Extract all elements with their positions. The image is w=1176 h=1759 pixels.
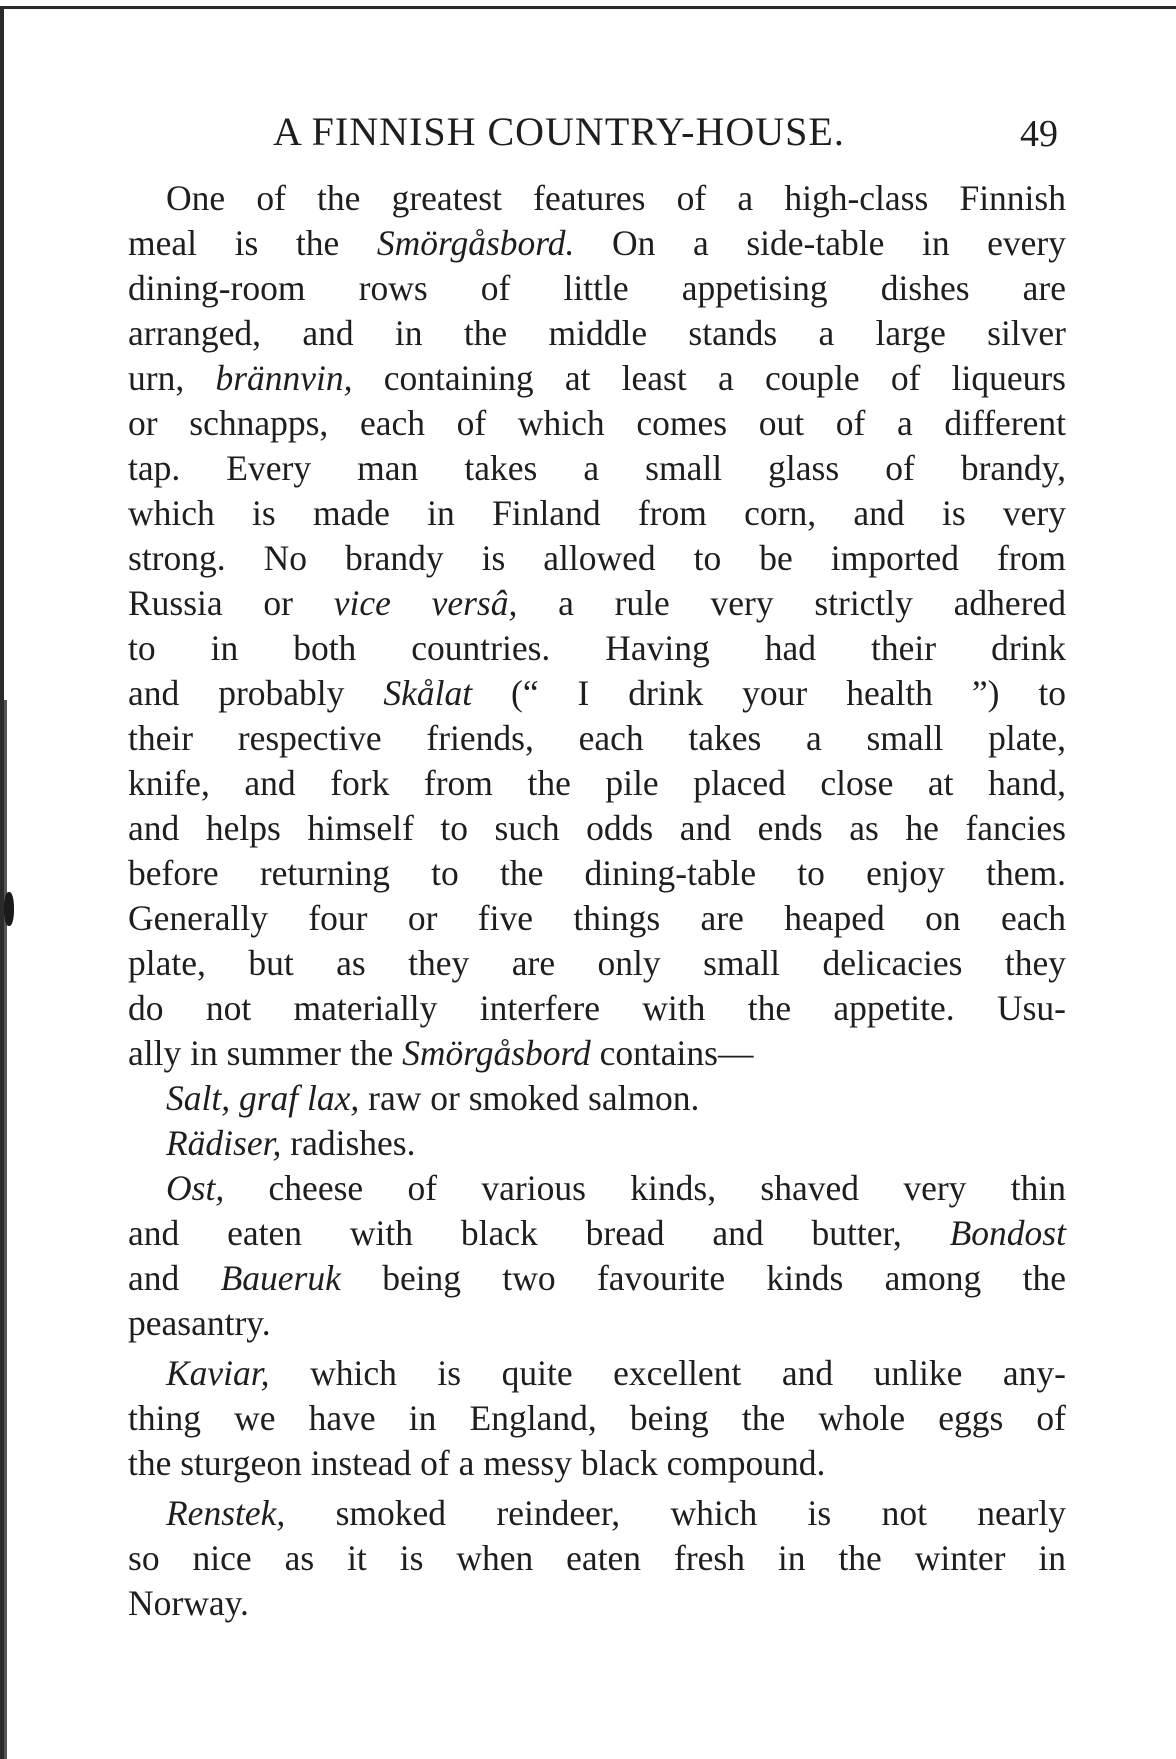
text-line: ally in summer the Smörgåsbord contains— [128, 1033, 754, 1073]
text-line: to in both countries. Having had their drink [128, 628, 1066, 668]
text-line: peasantry. [128, 1303, 271, 1343]
text-line: the sturgeon instead of a messy black compound. [128, 1443, 826, 1483]
text-line: their respective friends, each takes a small plate, [128, 718, 1066, 758]
text-line: tap. Every man takes a small glass of brandy, [128, 448, 1066, 488]
text-line: arranged, and in the middle stands a large silver [128, 313, 1066, 353]
text-line: and probably Skålat (“ I drink your health ”) to [128, 673, 1067, 713]
body-text [128, 176, 1066, 1626]
page-number: 49 [1020, 113, 1058, 155]
list-item: Kaviar, which is quite excellent and unlike any- [166, 1353, 1066, 1393]
text-line: or schnapps, each of which comes out of a different [128, 403, 1066, 443]
text-line: Russia or vice versâ, a rule very strictly adhered [128, 583, 1066, 623]
text-line: strong. No brandy is allowed to be imported from [128, 538, 1066, 578]
text-line: meal is the Smörgåsbord. On a side-table in every [128, 223, 1066, 263]
list-item: Renstek, smoked reindeer, which is not nearly [166, 1493, 1066, 1533]
running-title: A FINNISH COUNTRY-HOUSE. [273, 109, 845, 154]
ink-blot [4, 892, 14, 926]
text-line: which is made in Finland from corn, and is very [128, 493, 1066, 533]
text-line: Norway. [128, 1583, 249, 1623]
page-top-rule [0, 6, 1176, 9]
list-item: Salt, graf lax, raw or smoked salmon. [166, 1078, 700, 1118]
list-item: Ost, cheese of various kinds, shaved very thin [166, 1168, 1066, 1208]
text-line: urn, brännvin, containing at least a couple of liqueurs [128, 358, 1066, 398]
text-line: so nice as it is when eaten fresh in the winter in [128, 1538, 1066, 1578]
text-line: dining-room rows of little appetising dishes are [128, 268, 1066, 308]
binding-shadow [4, 700, 7, 1759]
text-line: One of the greatest features of a high-class Finnish [166, 178, 1066, 218]
text-line: before returning to the dining-table to enjoy them. [128, 853, 1066, 893]
list-item: Rädiser, radishes. [166, 1123, 416, 1163]
page-header [128, 108, 1066, 156]
text-line: and helps himself to such odds and ends as he fancies [128, 808, 1066, 848]
text-line: thing we have in England, being the whole eggs of [128, 1398, 1066, 1438]
text-line: and Baueruk being two favourite kinds among the [128, 1258, 1066, 1298]
text-line: Generally four or five things are heaped on each [128, 898, 1066, 938]
text-line: plate, but as they are only small delicacies they [128, 943, 1066, 983]
text-line: and eaten with black bread and butter, Bondost [128, 1213, 1066, 1253]
text-line: do not materially interfere with the appetite. Usu- [128, 988, 1066, 1028]
text-line: knife, and fork from the pile placed close at hand, [128, 763, 1066, 803]
